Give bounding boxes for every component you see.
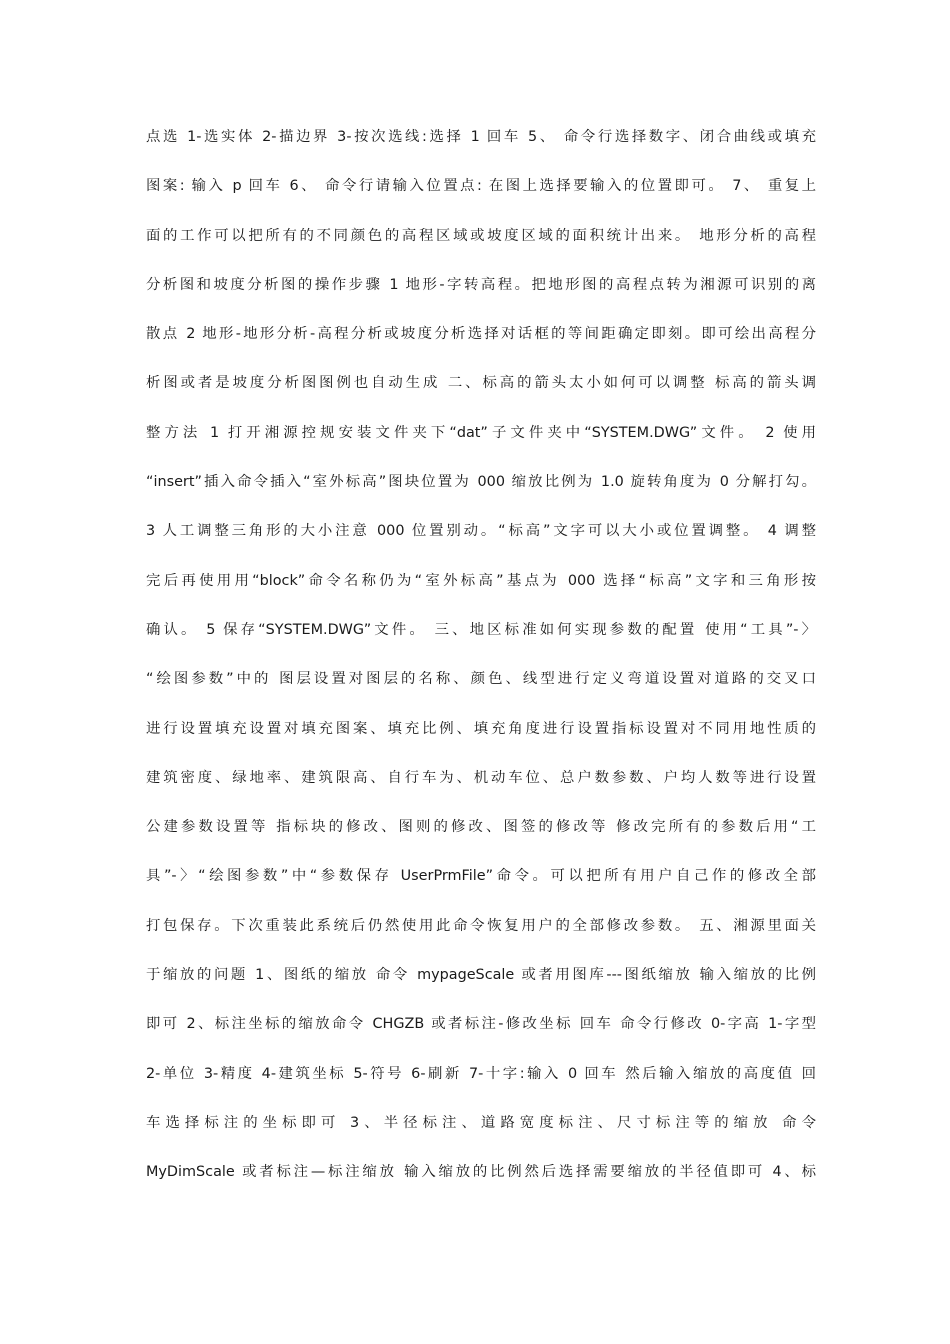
text-line: 建筑密度、绿地率、建筑限高、自行车为、机动车位、总户数参数、户均人数等进行设置 bbox=[146, 769, 816, 786]
text-line: 2-单位 3-精度 4-建筑坐标 5-符号 6-刷新 7-十字:输入 0 回车 然后输入缩放的高度值 回 bbox=[146, 1065, 816, 1082]
text-line: 具”-〉“绘图参数”中“参数保存 UserPrmFile”命令。可以把所有用户自己作的修改全部 bbox=[146, 868, 816, 885]
text-line: 打包保存。下次重装此系统后仍然使用此命令恢复用户的全部修改参数。 五、湘源里面关 bbox=[146, 917, 816, 934]
text-line: 确认。 5 保存“SYSTEM.DWG”文件。 三、地区标准如何实现参数的配置 使用“工具”-〉 bbox=[146, 621, 816, 638]
text-line: 进行设置填充设置对填充图案、填充比例、填充角度进行设置指标设置对不同用地性质的 bbox=[146, 720, 816, 737]
text-line: 点选 1-选实体 2-描边界 3-按次选线:选择 1 回车 5、 命令行选择数字、闭合曲线或填充 bbox=[146, 129, 816, 145]
text-line: “绘图参数”中的 图层设置对图层的名称、颜色、线型进行定义弯道设置对道路的交叉口 bbox=[146, 671, 816, 688]
text-line: 即可 2、标注坐标的缩放命令 CHGZB 或者标注-修改坐标 回车 命令行修改 0-字高 1-字型 bbox=[146, 1016, 816, 1033]
text-line: 析图或者是坡度分析图图例也自动生成 二、标高的箭头太小如何可以调整 标高的箭头调 bbox=[146, 375, 816, 392]
text-line: 分析图和坡度分析图的操作步骤 1 地形-字转高程。把地形图的高程点转为湘源可识别的离 bbox=[146, 276, 816, 293]
text-line: 散点 2 地形-地形分析-高程分析或坡度分析选择对话框的等间距确定即刻。即可绘出高程分 bbox=[146, 326, 816, 343]
text-line: 3 人工调整三角形的大小注意 000 位置别动。“标高”文字可以大小或位置调整。 4 调整 bbox=[146, 523, 816, 540]
text-line: 面的工作可以把所有的不同颜色的高程区域或坡度区域的面积统计出来。 地形分析的高程 bbox=[146, 227, 816, 244]
text-line: MyDimScale 或者标注—标注缩放 输入缩放的比例然后选择需要缩放的半径值即可 4、标 bbox=[146, 1164, 816, 1181]
body-text bbox=[146, 122, 816, 1207]
text-line: 图案: 输入 p 回车 6、 命令行请输入位置点: 在图上选择要输入的位置即可。 7、 重复上 bbox=[146, 178, 816, 195]
text-line: 完后再使用用“block”命令名称仍为“室外标高”基点为 000 选择“标高”文字和三角形按 bbox=[146, 572, 816, 589]
text-line: 公建参数设置等 指标块的修改、图则的修改、图签的修改等 修改完所有的参数后用“工 bbox=[146, 819, 816, 836]
text-line: 于缩放的问题 1、图纸的缩放 命令 mypageScale 或者用图库---图纸缩放 输入缩放的比例 bbox=[146, 967, 816, 984]
text-line: “insert”插入命令插入“室外标高”图块位置为 000 缩放比例为 1.0 旋转角度为 0 分解打勾。 bbox=[146, 474, 816, 491]
text-line: 整方法 1 打开湘源控规安装文件夹下“dat”子文件夹中“SYSTEM.DWG”文件。 2 使用 bbox=[146, 424, 816, 441]
text-line: 车选择标注的坐标即可 3、半径标注、道路宽度标注、尺寸标注等的缩放 命令 bbox=[146, 1114, 816, 1131]
